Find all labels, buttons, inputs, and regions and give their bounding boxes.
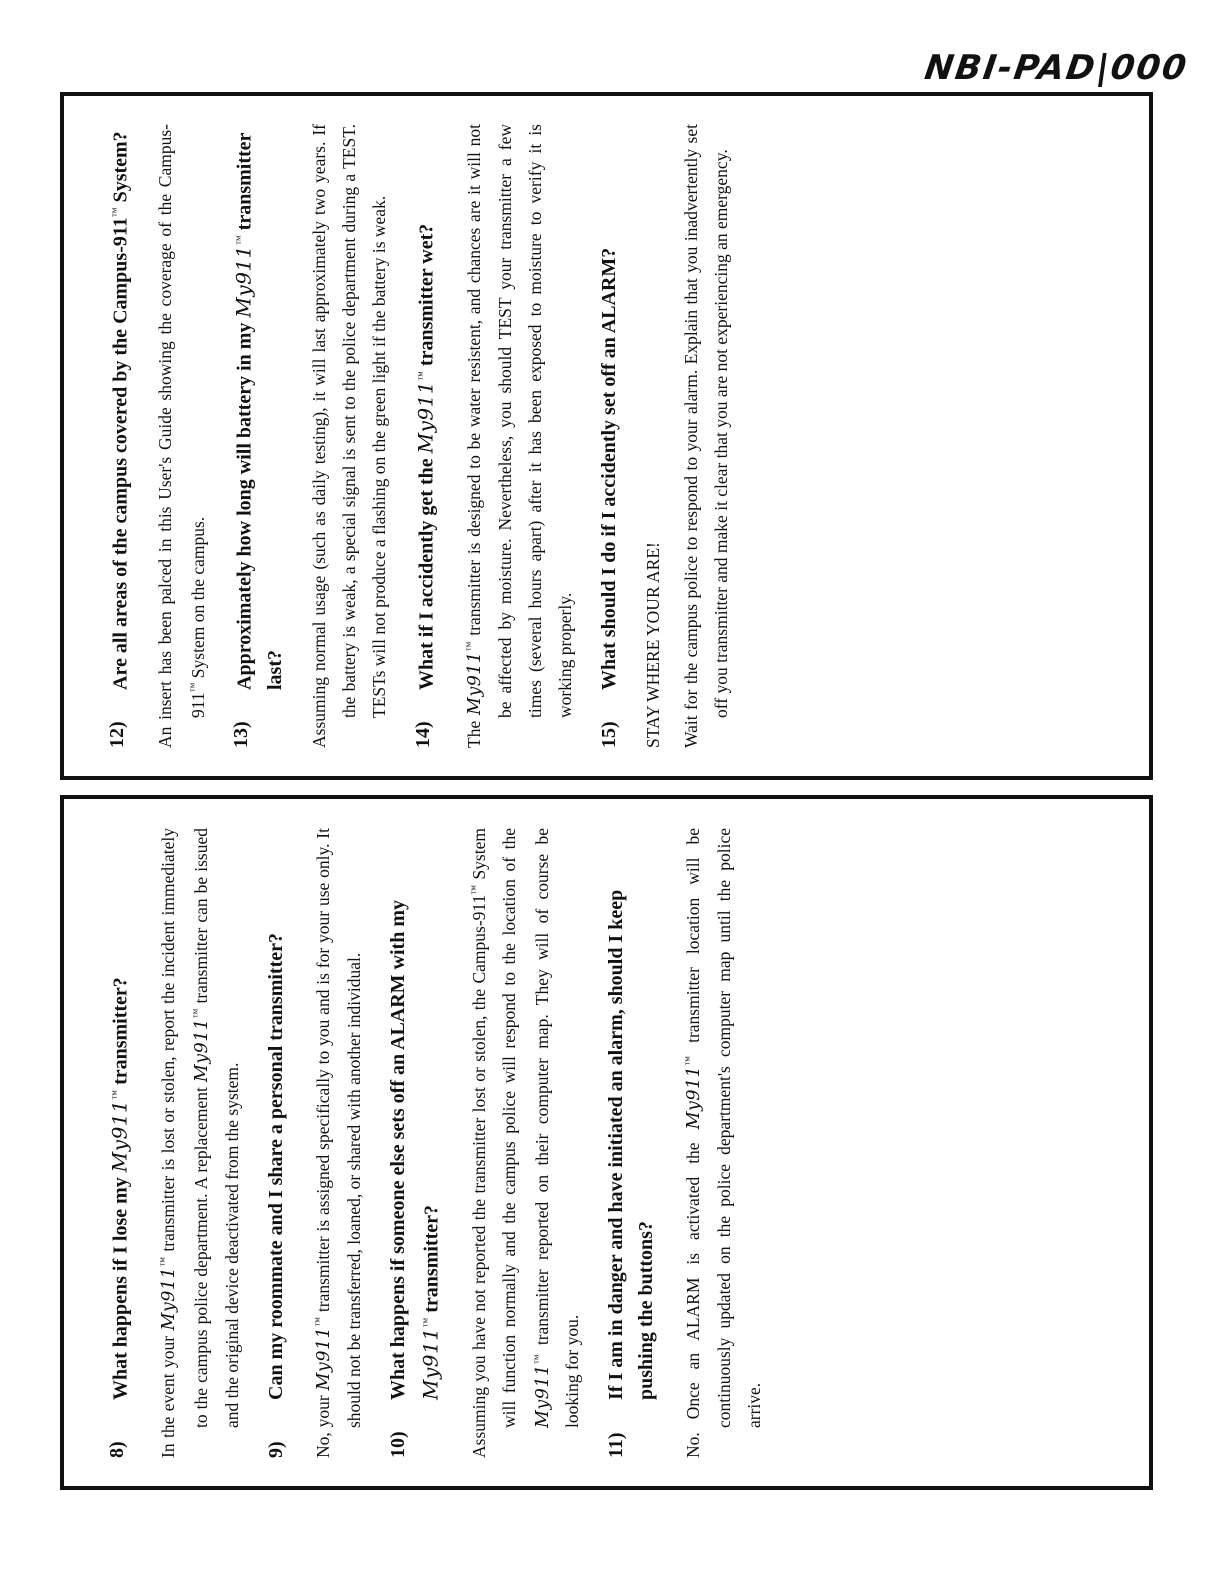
question-12 — [102, 124, 136, 748]
answer-15-heading: STAY WHERE YOUR ARE! — [642, 542, 663, 748]
answer-8: In the event your My911™ transmitter is lost or stolen, report the incident immediately to the campus police department. A replacement My911™ transmitter can be issued and the original device deactivated from the system. — [156, 827, 242, 1458]
question-text: What happens if I lose my My911™ transmitter? — [107, 976, 132, 1400]
panel-content — [66, 100, 1148, 772]
question-8 — [102, 828, 136, 1458]
question-number: 10) — [386, 1430, 409, 1458]
question-text: What if I accidently get the My911™ transmitter wet? — [413, 223, 438, 690]
question-number: 9) — [264, 1440, 287, 1458]
answer-10: Assuming you have not reported the transmitter lost or stolen, the Campus-911™ System will function normally and the campus police will respond to the location of the My911™ transmitter reported on their computer map. They will of course be looking for you. — [468, 827, 582, 1458]
question-9 — [261, 828, 291, 1458]
answer-14: The My911™ transmitter is designed to be water resistent, and chances are it will not be affected by moisture. Nevertheless, you should TEST your transmitter a few times (several hours apart) after it has been exposed to moisture to verify it is working properly. — [463, 124, 575, 748]
question-text: If I am in danger and have initiated an alarm, should I keep pushing the buttons? — [604, 889, 657, 1400]
question-13 — [226, 124, 290, 748]
question-text: What should I do if I accidently set off an ALARM? — [597, 247, 620, 690]
document-stamp: NBI-PAD|000 — [922, 48, 1191, 88]
answer-12: An insert has been palced in this User's Guide showing the coverage of the Campus-911™ System on the campus. — [154, 124, 207, 748]
faq-panel-questions-8-11 — [60, 795, 1153, 1490]
question-10 — [383, 828, 447, 1458]
question-15 — [593, 124, 623, 748]
question-11 — [601, 828, 661, 1458]
question-number: 8) — [105, 1440, 128, 1458]
panel-content — [66, 804, 1148, 1482]
question-text: Can my roommate and I share a personal transmitter? — [264, 932, 287, 1400]
answer-15: Wait for the campus police to respond to your alarm. Explain that you inadvertently set off you transmitter and make it clear that you are not experiencing an emergency. — [680, 124, 731, 748]
question-number: 12) — [105, 721, 128, 748]
question-number: 14) — [411, 721, 434, 748]
question-text: What happens if someone else sets off an ALARM with my My911™ transmitter? — [386, 899, 443, 1400]
answer-9: No, your My911™ transmitter is assigned specifically to you and is for your use only. It should not be transferred, loaned, or shared with another individual. — [312, 827, 364, 1458]
question-number: 13) — [229, 721, 252, 748]
question-text: Approximately how long will battery in my My911™ transmitter last? — [231, 132, 286, 690]
question-number: 15) — [597, 721, 620, 748]
brand-name: My911 — [107, 1099, 132, 1172]
faq-panel-questions-12-15 — [60, 92, 1153, 780]
answer-11: No. Once an ALARM is activated the My911™ transmitter location will be continuously updated on the police department's computer map until the police arrive. — [682, 827, 764, 1458]
answer-13: Assuming normal usage (such as daily testing), it will last approximately two years. If the battery is weak, a special signal is sent to the police department during a TEST. TESTs will not produce a flashing on the green light if the battery is weak. — [308, 124, 389, 748]
question-14 — [408, 124, 442, 748]
question-text: Are all areas of the campus covered by the Campus-911™ System? — [109, 131, 132, 690]
question-number: 11) — [604, 1431, 627, 1458]
